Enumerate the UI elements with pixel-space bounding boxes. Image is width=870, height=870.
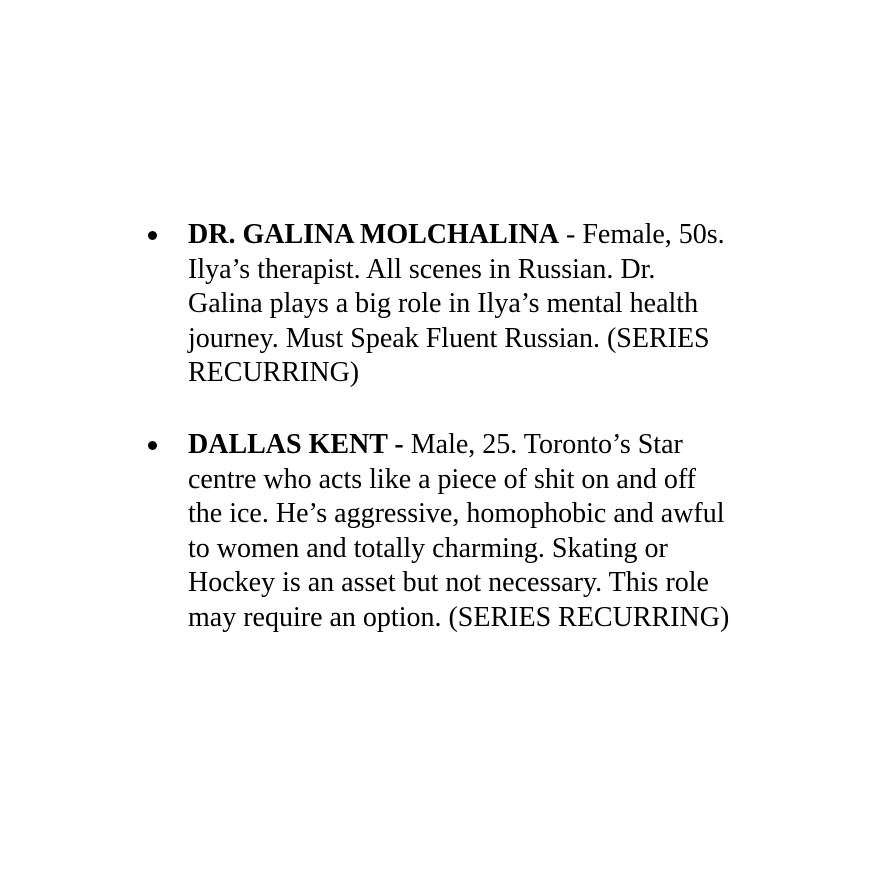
text-line: the ice. He’s aggressive, homophobic and awful bbox=[188, 498, 725, 529]
character-description: - Female, 50s. bbox=[559, 219, 725, 250]
text-line: RECURRING) bbox=[188, 357, 360, 388]
text-line bbox=[188, 428, 768, 463]
text-line: Hockey is an asset but not necessary. This role bbox=[188, 567, 709, 598]
list-item-dr-galina bbox=[148, 218, 768, 391]
text-line: journey. Must Speak Fluent Russian. (SERIES bbox=[188, 322, 710, 354]
character-name: DALLAS KENT - bbox=[188, 429, 404, 460]
text-line: centre who acts like a piece of shit on and off bbox=[188, 463, 696, 495]
text-line: may require an option. (SERIES RECURRING) bbox=[188, 601, 730, 633]
list-item-dallas-kent bbox=[148, 428, 768, 635]
bullet-icon bbox=[148, 441, 157, 450]
text-line: Galina plays a big role in Ilya’s mental health bbox=[188, 288, 699, 319]
bullet-list bbox=[148, 218, 768, 635]
text-line: to women and totally charming. Skating or bbox=[188, 532, 668, 564]
bullet-icon bbox=[148, 231, 157, 240]
character-name: DR. GALINA MOLCHALINA bbox=[188, 219, 560, 250]
character-description: Male, 25. Toronto’s Star bbox=[403, 429, 683, 460]
text-line: Ilya’s therapist. All scenes in Russian. Dr. bbox=[188, 253, 656, 285]
text-line bbox=[188, 218, 768, 253]
